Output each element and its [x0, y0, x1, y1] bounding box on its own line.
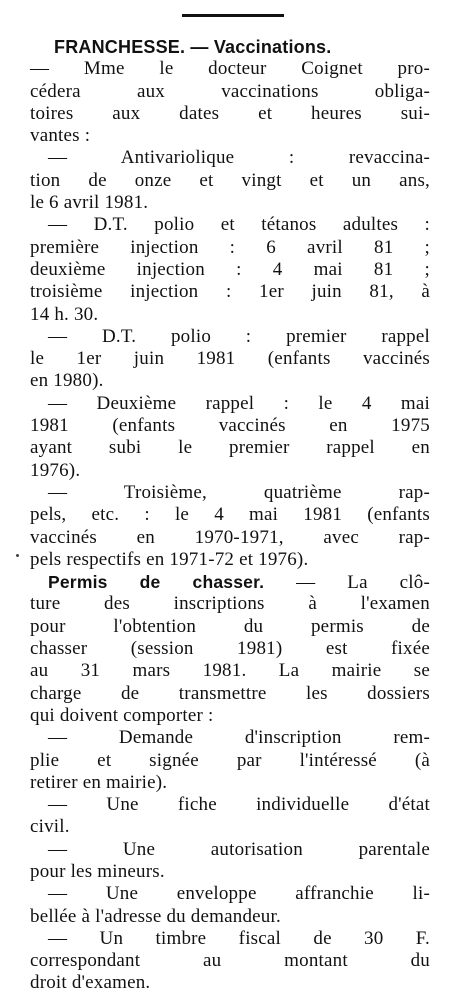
article-line: le 1er juin 1981 (enfants vaccinés — [30, 348, 430, 370]
article-line: vantes : — [30, 125, 91, 147]
article-line: cédera aux vaccinations obliga- — [30, 80, 430, 102]
article-line: — Demande d'inscription rem- — [48, 727, 430, 749]
article-line: pour les mineurs. — [30, 860, 165, 882]
article-line: — Troisième, quatrième rap- — [48, 481, 430, 503]
article-line: correspondant au montant du — [30, 950, 430, 972]
article-line: au 31 mars 1981. La mairie se — [30, 660, 430, 682]
article-line: charge de transmettre les dossiers — [30, 682, 430, 704]
article-line: — Une autorisation parentale — [48, 838, 430, 860]
article-line: première injection : 6 avril 81 ; — [30, 236, 430, 258]
article-line: pour l'obtention du permis de — [30, 615, 430, 637]
article-heading-rest: — La clô- — [264, 572, 430, 594]
article-line: pels respectifs en 1971-72 et 1976). — [30, 548, 309, 570]
article-line: — Une fiche individuelle d'état — [48, 794, 430, 816]
article-line: 1976). — [30, 459, 81, 481]
article-line: civil. — [30, 816, 70, 838]
article-line: — Mme le docteur Coignet pro- — [30, 58, 430, 80]
text-column — [30, 36, 430, 995]
article-line: toires aux dates et heures sui- — [30, 102, 430, 124]
article-line: plie et signée par l'intéressé (à — [30, 749, 430, 771]
article-line: — Une enveloppe affranchie li- — [48, 883, 430, 905]
margin-speck — [16, 554, 19, 557]
article-line: — D.T. polio et tétanos adultes : — [48, 214, 430, 236]
article-line: ture des inscriptions à l'examen — [30, 593, 430, 615]
article-line: vaccinés en 1970-1971, avec rap- — [30, 526, 430, 548]
article-line: en 1980). — [30, 370, 104, 392]
article-line: — Deuxième rappel : le 4 mai — [48, 392, 430, 414]
article-line: 14 h. 30. — [30, 303, 99, 325]
article-line: droit d'examen. — [30, 972, 151, 994]
article-heading-permis: Permis de chasser. — [48, 572, 265, 593]
article-line: retirer en mairie). — [30, 771, 168, 793]
article-line: — Antivariolique : revaccina- — [48, 147, 430, 169]
article-line: troisième injection : 1er juin 81, à — [30, 281, 430, 303]
article-line: pels, etc. : le 4 mai 1981 (enfants — [30, 504, 430, 526]
article-line: le 6 avril 1981. — [30, 192, 149, 214]
article-line: qui doivent comporter : — [30, 704, 214, 726]
article-heading-line — [30, 571, 430, 593]
article-line: — Un timbre fiscal de 30 F. — [48, 927, 430, 949]
article-line: ayant subi le premier rappel en — [30, 437, 430, 459]
article-line: bellée à l'adresse du demandeur. — [30, 905, 281, 927]
top-rule — [182, 14, 284, 17]
article-line: — D.T. polio : premier rappel — [48, 325, 430, 347]
article-line: deuxième injection : 4 mai 81 ; — [30, 258, 430, 280]
article-heading-vaccinations: FRANCHESSE. — Vaccinations. — [54, 37, 332, 57]
article-line: tion de onze et vingt et un ans, — [30, 169, 430, 191]
article-line: 1981 (enfants vaccinés en 1975 — [30, 415, 430, 437]
article-line: chasser (session 1981) est fixée — [30, 638, 430, 660]
